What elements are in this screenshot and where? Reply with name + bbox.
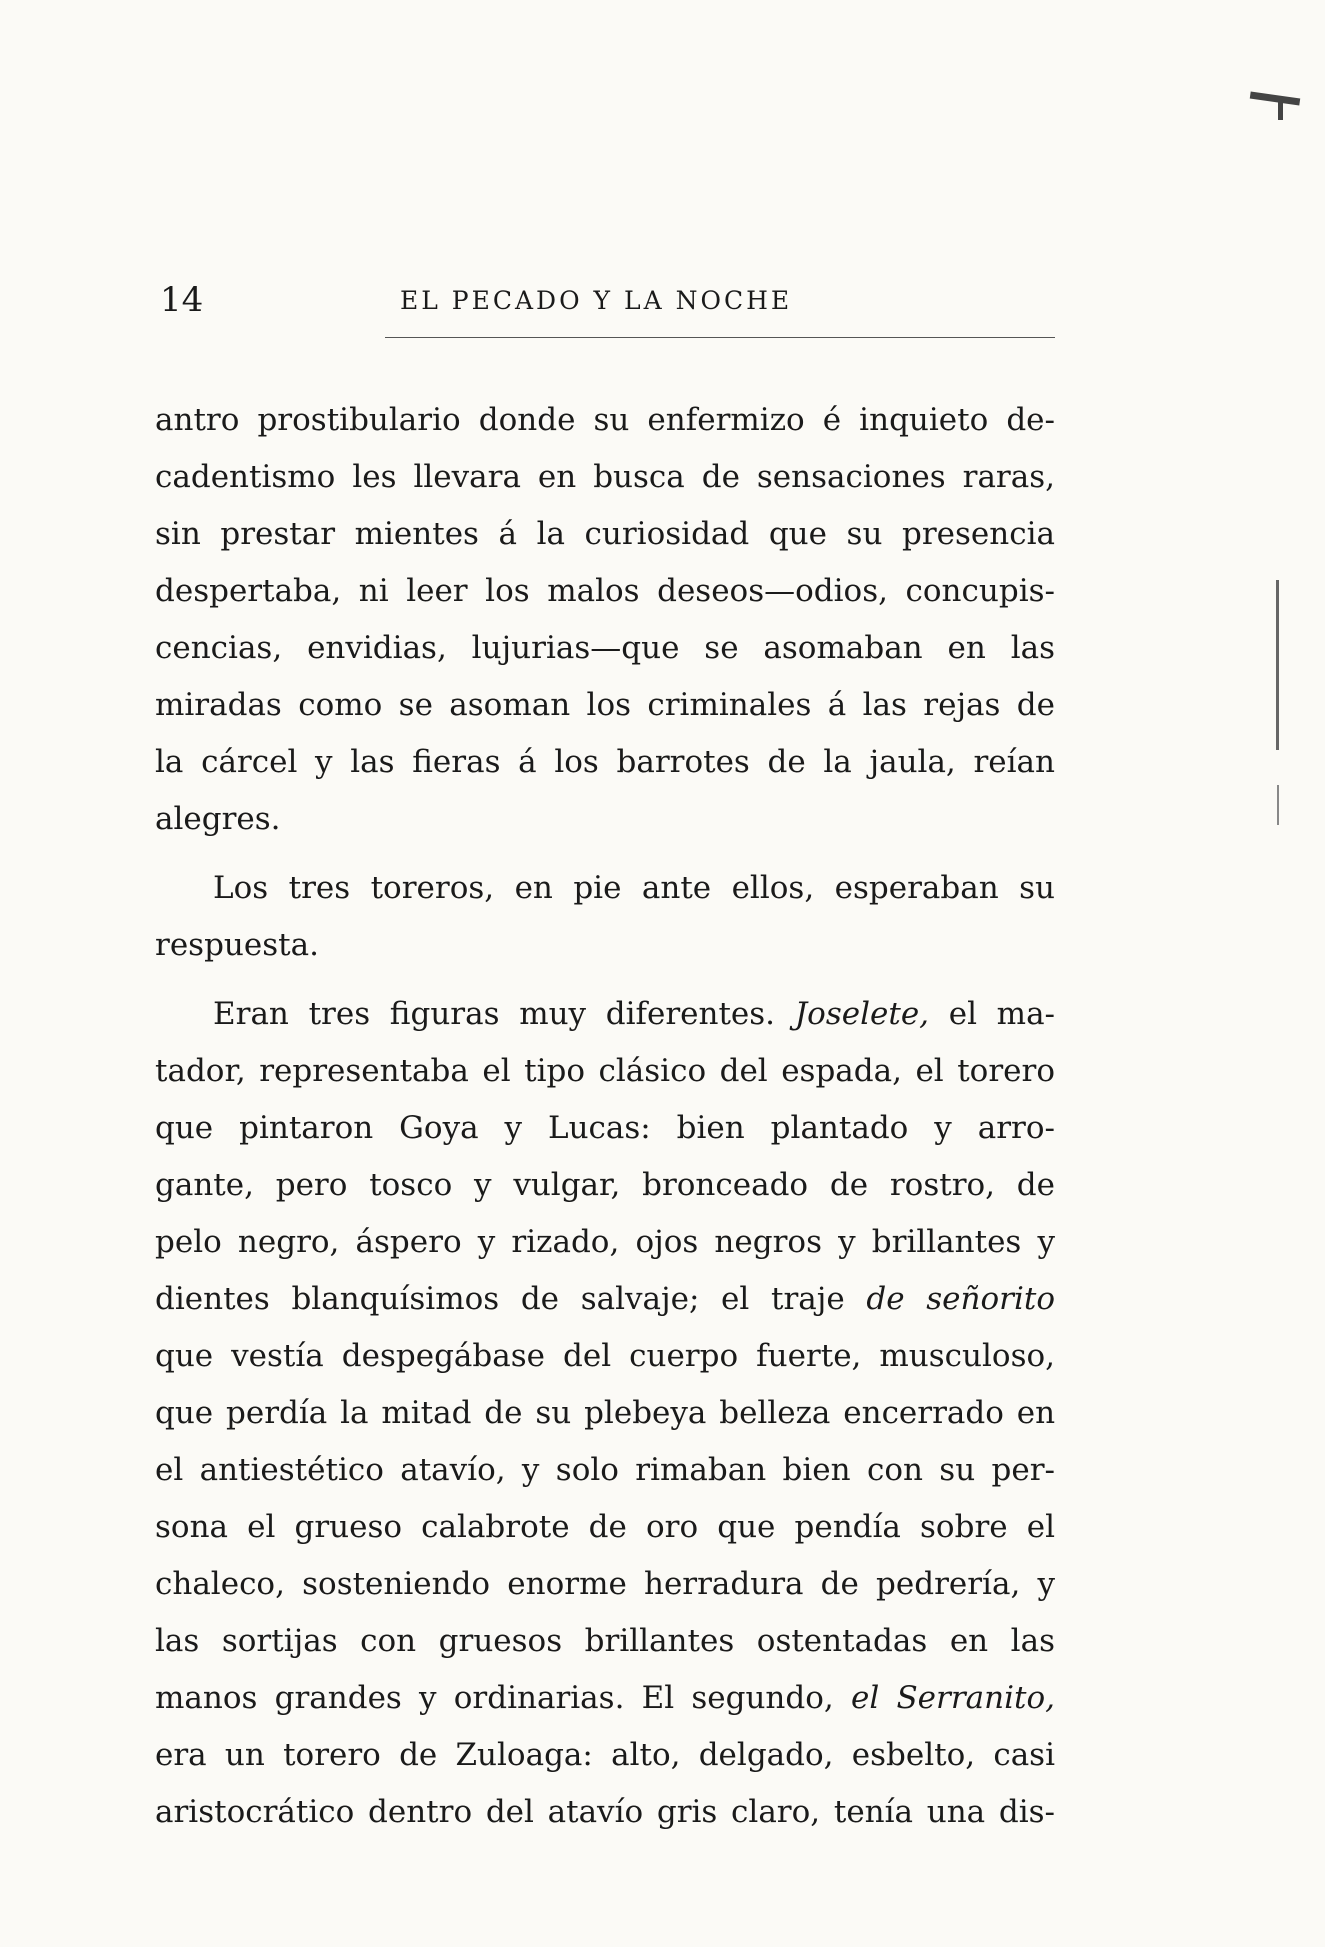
text-line: respuesta.: [155, 927, 319, 963]
text-run: dientes blanquísimos de salvaje; el traje: [155, 1281, 845, 1317]
text-line: miradas como se asoman los criminales á las rejas de: [155, 687, 1055, 723]
character-name: el Serranito,: [850, 1680, 1056, 1716]
text-line: el antiestético atavío, y solo rimaban bien con su per-: [155, 1452, 1055, 1488]
text-line: chaleco, sosteniendo enorme herradura de pedrería, y: [155, 1566, 1055, 1602]
text-line: despertaba, ni leer los malos deseos—odios, concupis-: [155, 573, 1055, 609]
scan-mark: [1278, 98, 1283, 120]
text-line: pelo negro, áspero y rizado, ojos negros y brillantes y: [155, 1224, 1055, 1260]
text-line: sin prestar mientes á la curiosidad que su presencia: [155, 516, 1055, 552]
scan-mark: [1277, 785, 1279, 825]
text-line: [155, 1271, 1055, 1328]
scan-mark: [1276, 580, 1279, 750]
text-line: era un torero de Zuloaga: alto, delgado, esbelto, casi: [155, 1737, 1055, 1773]
text-line: alegres.: [155, 801, 281, 837]
text-line: aristocrático dentro del atavío gris claro, tenía una dis-: [155, 1794, 1055, 1830]
paragraph-1: [155, 392, 1055, 848]
text-line: las sortijas con gruesos brillantes ostentadas en las: [155, 1623, 1055, 1659]
text-line: Los tres toreros, en pie ante ellos, esperaban su: [213, 870, 1055, 906]
text-line: [155, 986, 1055, 1043]
text-run: el ma-: [948, 996, 1056, 1032]
paragraph-2: [155, 860, 1055, 974]
text-line: tador, representaba el tipo clásico del espada, el torero: [155, 1053, 1055, 1089]
running-title: EL PECADO Y LA NOCHE: [400, 286, 793, 315]
text-line: sona el grueso calabrote de oro que pendía sobre el: [155, 1509, 1055, 1545]
text-run: manos grandes y ordinarias. El segundo,: [155, 1680, 834, 1716]
text-run: Eran tres figuras muy diferentes.: [213, 996, 776, 1032]
text-line: gante, pero tosco y vulgar, bronceado de rostro, de: [155, 1167, 1055, 1203]
text-line: la cárcel y las fieras á los barrotes de la jaula, reían: [155, 744, 1055, 780]
text-line: antro prostibulario donde su enfermizo é inquieto de-: [155, 402, 1055, 438]
text-line: que pintaron Goya y Lucas: bien plantado y arro-: [155, 1110, 1055, 1146]
text-line: que vestía despegábase del cuerpo fuerte, musculoso,: [155, 1338, 1055, 1374]
text-line: cadentismo les llevara en busca de sensaciones raras,: [155, 459, 1055, 495]
text-line: cencias, envidias, lujurias—que se asomaban en las: [155, 630, 1055, 666]
italic-phrase: de señorito: [866, 1281, 1055, 1317]
text-line: [155, 1670, 1055, 1727]
header-rule: [385, 337, 1055, 338]
paragraph-3: [155, 986, 1055, 1841]
text-line: que perdía la mitad de su plebeya belleza encerrado en: [155, 1395, 1056, 1431]
character-name: Joselete,: [794, 996, 930, 1032]
scan-mark: [1250, 92, 1300, 106]
page-header: [160, 275, 1060, 325]
page-number: 14: [160, 280, 204, 320]
body-text: [155, 392, 1055, 1853]
